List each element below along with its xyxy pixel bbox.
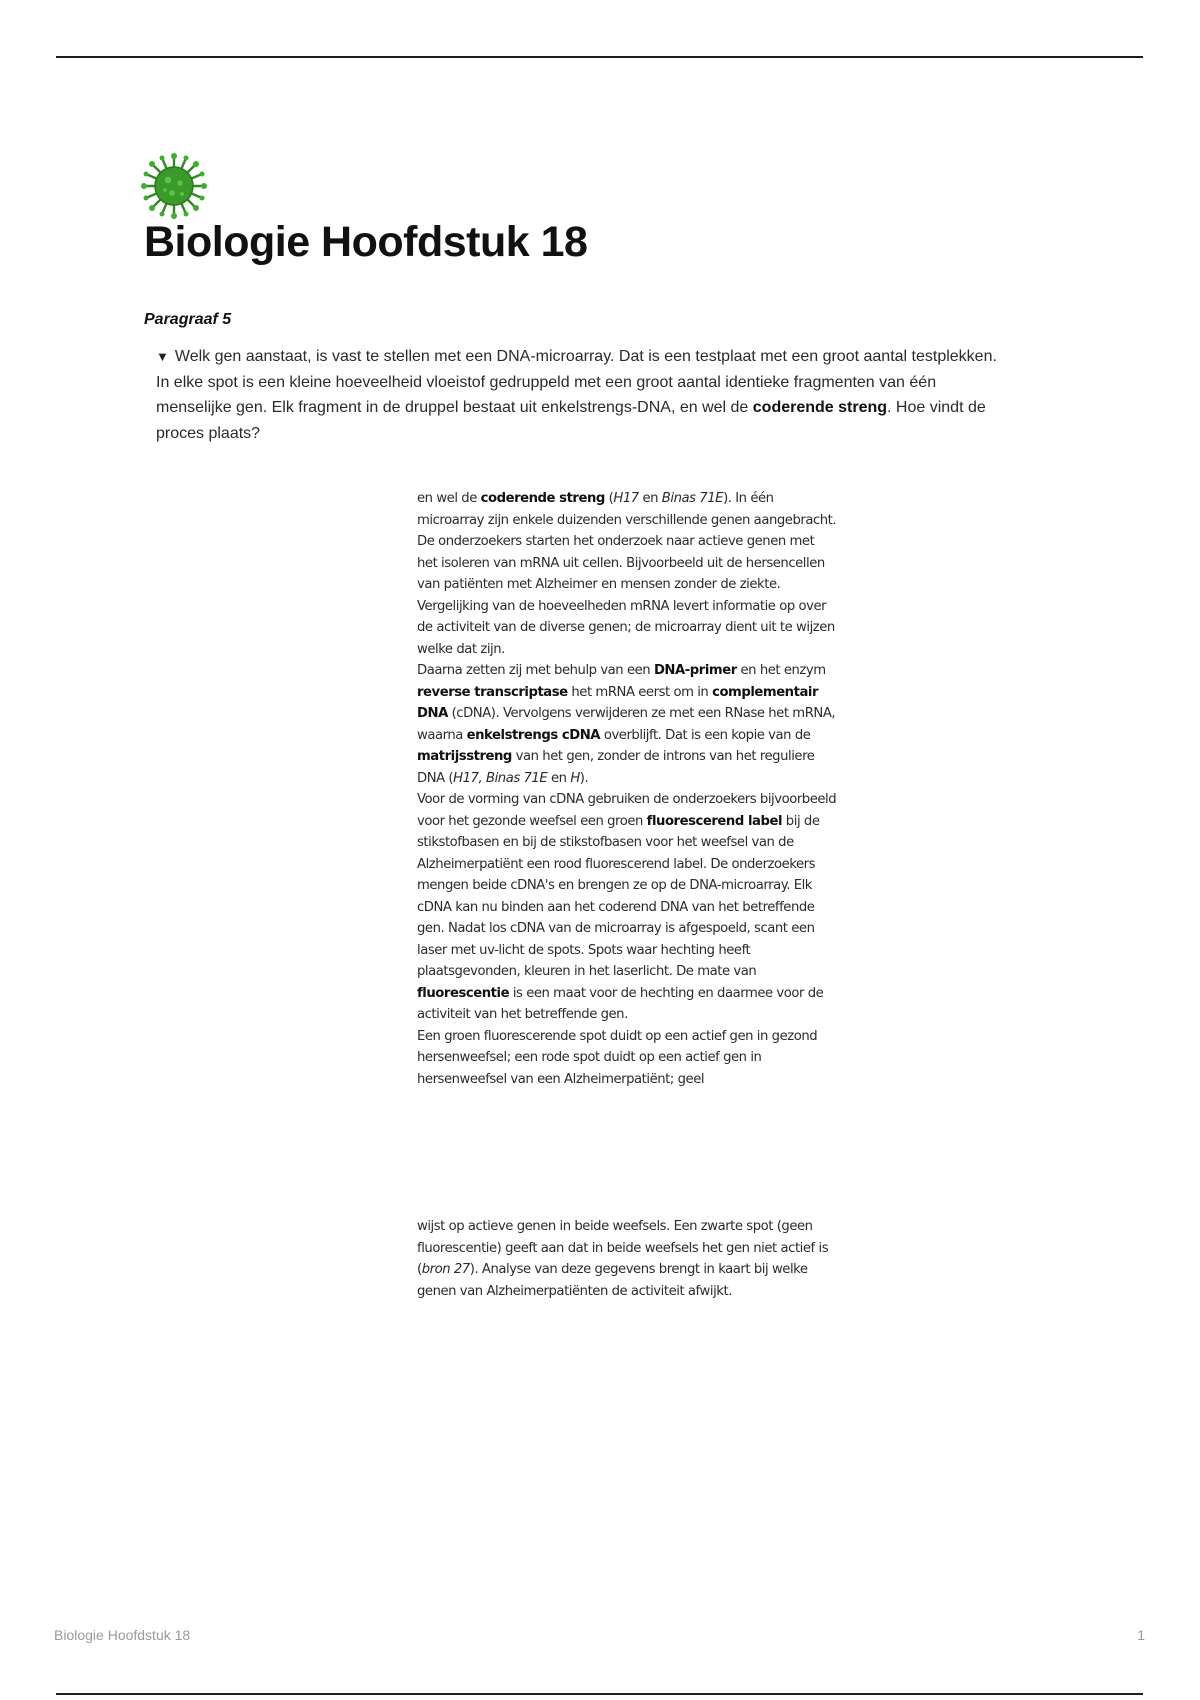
scan-paragraph: De onderzoekers starten het onderzoek naar actieve genen met het isoleren van mRNA uit cellen. Bijvoorbeeld uit de hersencellen van patiënten met Alzheimer en mensen zonder de ziekte. Vergelijking van de hoeveelheden mRNA levert informatie op over de activiteit van de diverse genen; de microarray dient uit te wijzen welke dat zijn.: [417, 534, 835, 657]
top-rule: [56, 56, 1143, 58]
bottom-rule: [56, 1693, 1143, 1695]
virus-icon: [141, 153, 207, 219]
scan-paragraph: wijst op actieve genen in beide weefsels. Een zwarte spot (geen fluorescentie) geeft aan dat in beide weefsels het gen niet actief is (bron 27). Analyse van deze gegevens brengt in kaart bij welke genen van Alzheimerpatiënten de activiteit afwijkt.: [417, 1219, 829, 1299]
footer-page-number: 1: [1137, 1627, 1145, 1643]
scan-paragraph: en wel de coderende streng (H17 en Binas 71E). In één microarray zijn enkele duizenden verschillende genen aangebracht.: [417, 491, 837, 528]
section-heading: Paragraaf 5: [144, 311, 232, 328]
toggle-text: Welk gen aanstaat, is vast te stellen met een DNA-microarray. Dat is een testplaat met een groot aantal testplekken. In elke spot is een kleine hoeveelheid vloeistof gedruppeld met een groot aantal identieke fragmenten van één menselijke gen. Elk fragment in de druppel bestaat uit enkelstrengs-DNA, en wel de coderende streng. Hoe vindt de proces plaats?: [156, 348, 997, 442]
scanned-text-block: [417, 488, 837, 1090]
toggle-arrow-icon[interactable]: ▼: [156, 349, 169, 364]
bold-term: coderende streng: [752, 399, 888, 416]
scanned-text-block-continued: [417, 1216, 837, 1302]
scan-paragraph: Daarna zetten zij met behulp van een DNA-primer en het enzym reverse transcriptase het mRNA eerst om in complementair DNA (cDNA). Vervolgens verwijderen ze met een RNase het mRNA, waarna enkelstrengs cDNA overblijft. Dat is een kopie van de matrijsstreng van het gen, zonder de introns van het reguliere DNA (H17, Binas 71E en H).: [417, 663, 836, 786]
scan-paragraph: Voor de vorming van cDNA gebruiken de onderzoekers bijvoorbeeld voor het gezonde weefsel een groen fluorescerend label bij de stikstofbasen en bij de stikstofbasen voor het weefsel van de Alzheimerpatiënt een rood fluorescerend label. De onderzoekers mengen beide cDNA's en brengen ze op de DNA-microarray. Elk cDNA kan nu binden aan het coderend DNA van het betreffende gen. Nadat los cDNA van de microarray is afgespoeld, scant een laser met uv-licht de spots. Spots waar hechting heeft plaatsgevonden, kleuren in het laserlicht. De mate van fluorescentie is een maat voor de hechting en daarmee voor de activiteit van het betreffende gen.: [417, 792, 837, 1022]
scan-paragraph: Een groen fluorescerende spot duidt op een actief gen in gezond hersenweefsel; een rode spot duidt op een actief gen in hersenweefsel van een Alzheimerpatiënt; geel: [417, 1028, 818, 1087]
toggle-block[interactable]: [156, 344, 1011, 446]
footer-title: Biologie Hoofdstuk 18: [54, 1627, 191, 1643]
page-title: Biologie Hoofdstuk 18: [144, 218, 588, 266]
